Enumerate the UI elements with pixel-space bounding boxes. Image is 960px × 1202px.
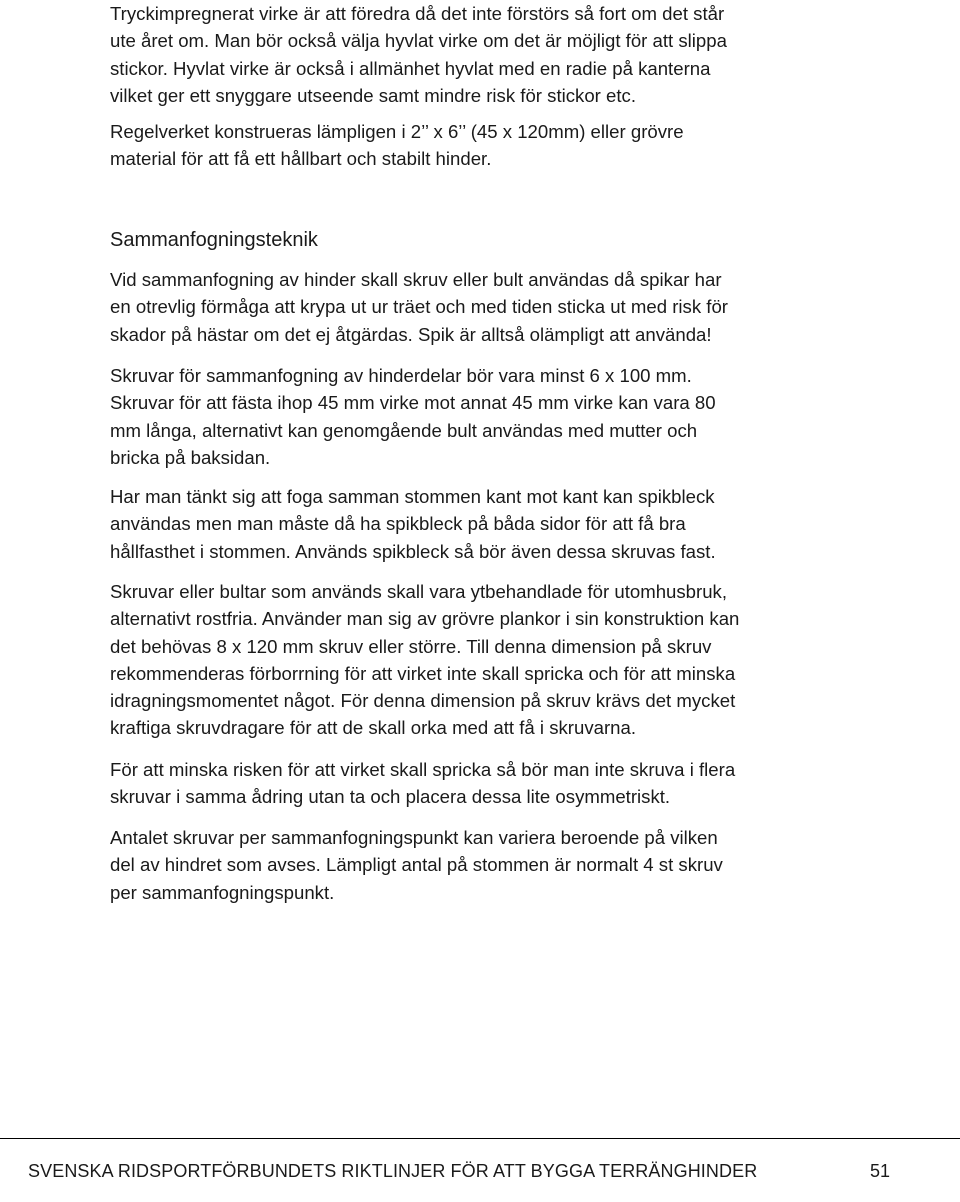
- paragraph-nail-plates: Har man tänkt sig att foga samman stommen kant mot kant kan spikbleck användas men man måste då ha spikbleck på båda sidor för att få bra hållfasthet i stommen. Används spikbleck så bör även dessa skruvas fast.: [110, 486, 716, 562]
- paragraph-impregnated-wood: Tryckimpregnerat virke är att föredra då det inte förstörs så fort om det står ute året om. Man bör också välja hyvlat virke om det är möjligt för att slippa stickor. Hyvlat virke är också i allmänhet hyvlat med en radie på kanterna vilket ger ett snyggare utseende samt mindre risk för stickor etc.: [110, 3, 727, 106]
- footer-divider: [0, 1138, 960, 1139]
- paragraph-screw-sizes: Skruvar för sammanfogning av hinderdelar bör vara minst 6 x 100 mm. Skruvar för att fästa ihop 45 mm virke mot annat 45 mm virke kan vara 80 mm långa, alternativt kan genomgående bult användas med mutter och bricka på baksidan.: [110, 365, 716, 468]
- footer-page-number: 51: [869, 1161, 890, 1181]
- paragraph-frame-dimensions: Regelverket konstrueras lämpligen i 2’’ x 6’’ (45 x 120mm) eller grövre material för att få ett hållbart och stabilt hinder.: [110, 121, 684, 170]
- footer-document-title: SVENSKA RIDSPORTFÖRBUNDETS RIKTLINJER FÖR ATT BYGGA TERRÄNGHINDER: [28, 1161, 758, 1181]
- paragraph-surface-treatment: Skruvar eller bultar som används skall vara ytbehandlade för utomhusbruk, alternativt rostfria. Använder man sig av grövre plankor i sin konstruktion kan det behövas 8 x 120 mm skruv eller större. Till denna dimension på skruv rekommenderas förborrning för att virket inte skall spricka och för att minska idragningsmomentet något. För denna dimension på skruv krävs det mycket kraftiga skruvdragare för att de skall orka med att få i skruvarna.: [110, 581, 740, 739]
- paragraph-splitting-risk: För att minska risken för att virket skall spricka så bör man inte skruva i flera skruvar i samma ådring utan ta och placera dessa lite osymmetriskt.: [110, 759, 736, 808]
- section-heading-joining-technique: Sammanfogningsteknik: [110, 229, 318, 251]
- paragraph-screws-per-joint: Antalet skruvar per sammanfogningspunkt kan variera beroende på vilken del av hindret som avses. Lämpligt antal på stommen är normalt 4 st skruv per sammanfogningspunkt.: [110, 827, 723, 903]
- paragraph-screw-vs-nail: Vid sammanfogning av hinder skall skruv eller bult användas då spikar har en otrevlig förmåga att krypa ut ur träet och med tiden sticka ut med risk för skador på hästar om det ej åtgärdas. Spik är alltså olämpligt att använda!: [110, 269, 728, 345]
